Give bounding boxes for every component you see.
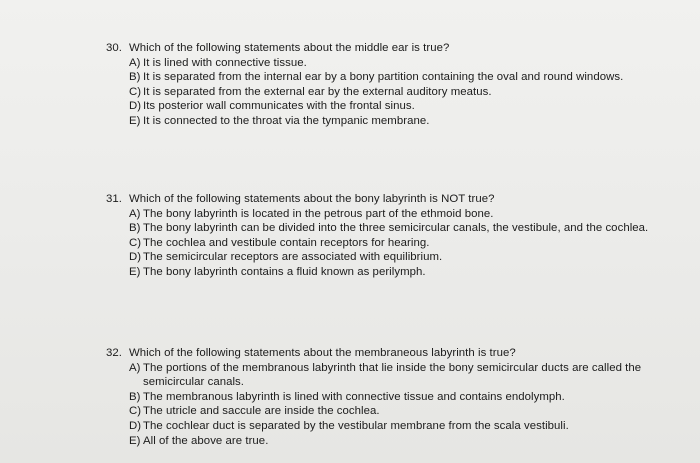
question-text: Which of the following statements about the membraneous labyrinth is true? [129,347,516,359]
option-text: The bony labyrinth can be divided into the three semicircular canals, the vestibule, and the cochlea. [143,222,649,235]
question-30 [106,41,666,129]
answer-option-d [129,99,666,114]
answer-option-a [129,361,666,390]
question-31 [106,192,666,280]
answer-option-a [129,56,666,71]
option-text: The bony labyrinth is located in the petrous part of the ethmoid bone. [143,207,494,220]
option-text: The portions of the membranous labyrinth that lie inside the bony semicircular ducts are called the semicircular canals. [143,361,642,389]
option-text: The cochlear duct is separated by the vestibular membrane from the scala vestibuli. [143,419,569,432]
option-label: E) [129,265,141,278]
option-text: Its posterior wall communicates with the frontal sinus. [143,100,415,113]
answer-option-b [129,390,666,405]
answer-option-c [129,404,666,419]
question-text: Which of the following statements about the bony labyrinth is NOT true? [129,193,495,205]
option-text: It is separated from the external ear by the external auditory meatus. [143,85,492,98]
option-label: E) [129,114,141,127]
question-text: Which of the following statements about the middle ear is true? [129,42,450,54]
option-text: The bony labyrinth contains a fluid known as perilymph. [143,265,426,278]
answer-options [129,56,666,129]
option-text: It is connected to the throat via the tympanic membrane. [143,114,430,127]
option-label: D) [129,100,142,113]
option-label: C) [129,236,142,249]
option-label: A) [129,361,141,374]
option-text: The utricle and saccule are inside the cochlea. [143,405,380,418]
answer-option-c [129,85,666,100]
answer-option-e [129,434,666,449]
question-number: 32. [106,347,122,359]
answer-option-b [129,70,666,85]
question-32 [106,346,666,448]
answer-option-b [129,221,666,236]
option-text: It is separated from the internal ear by a bony partition containing the oval and round windows. [143,71,624,84]
question-stem [106,41,666,56]
option-text: The cochlea and vestibule contain receptors for hearing. [143,236,430,249]
question-number: 30. [106,42,122,54]
answer-options [129,361,666,449]
option-label: A) [129,56,141,69]
answer-option-e [129,265,666,280]
answer-option-e [129,114,666,129]
option-text: The semicircular receptors are associated with equilibrium. [143,251,443,264]
answer-option-d [129,250,666,265]
option-label: B) [129,390,141,403]
option-label: B) [129,222,141,235]
question-number: 31. [106,193,122,205]
answer-options [129,207,666,280]
option-text: It is lined with connective tissue. [143,56,307,69]
option-text: The membranous labyrinth is lined with connective tissue and contains endolymph. [143,390,565,403]
option-label: D) [129,251,142,264]
option-label: D) [129,419,142,432]
option-text: All of the above are true. [143,434,269,447]
option-label: C) [129,405,142,418]
option-label: A) [129,207,141,220]
option-label: C) [129,85,142,98]
option-label: B) [129,71,141,84]
question-stem [106,192,666,207]
answer-option-c [129,236,666,251]
option-label: E) [129,434,141,447]
answer-option-d [129,419,666,434]
answer-option-a [129,207,666,222]
question-stem [106,346,666,361]
